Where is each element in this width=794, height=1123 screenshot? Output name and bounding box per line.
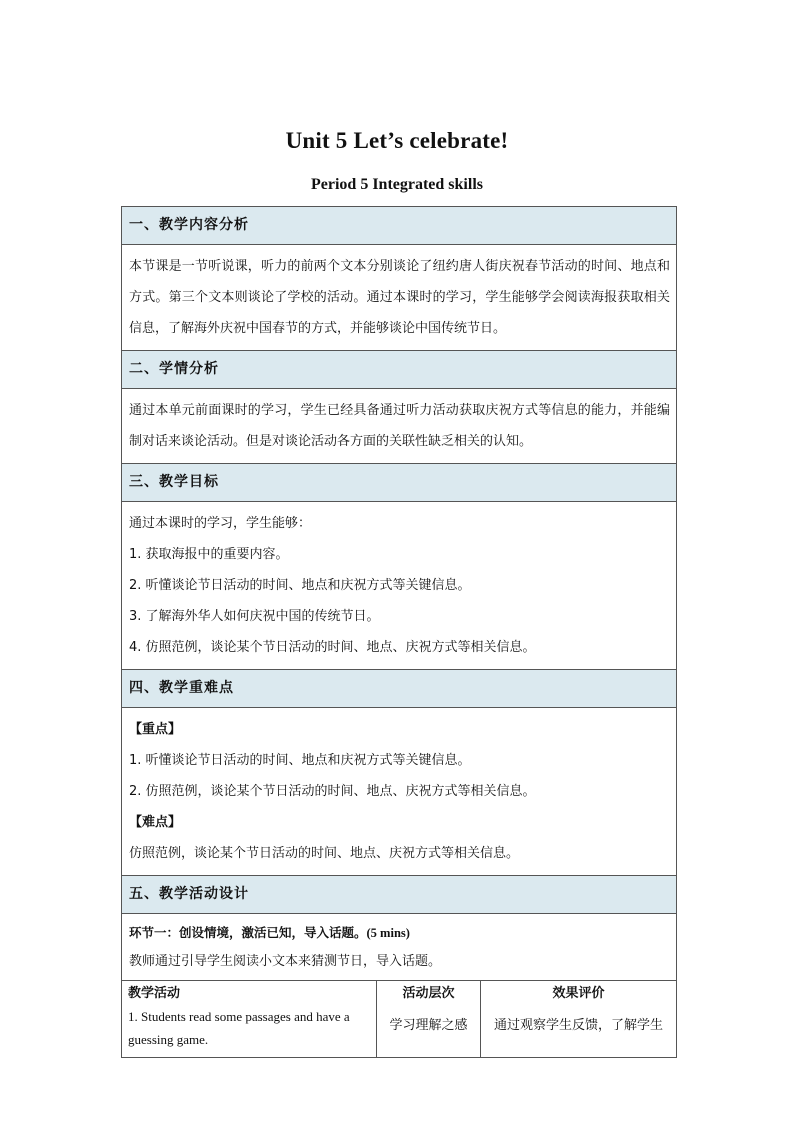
lesson-plan-table: [121, 206, 677, 1058]
section-heading-learner-analysis: 二、学情分析: [122, 351, 676, 389]
section-body-learner-analysis: [122, 389, 676, 464]
document-subtitle: Period 5 Integrated skills: [311, 176, 483, 193]
section-heading-content-analysis: 一、教学内容分析: [122, 207, 676, 245]
objective-item: 1. 获取海报中的重要内容。: [129, 547, 289, 562]
step-heading: [129, 918, 670, 948]
step-title: 环节一：创设情境，激活已知，导入话题。: [129, 925, 367, 940]
section-body-key-points: [122, 708, 676, 876]
key-point-item: 2. 仿照范例，谈论某个节日活动的时间、地点、庆祝方式等相关信息。: [129, 784, 536, 799]
step-description: 教师通过引导学生阅读小文本来猜测节日，导入话题。: [129, 954, 442, 969]
section-heading-activity-design: 五、教学活动设计: [122, 876, 676, 914]
section-heading-objectives: 三、教学目标: [122, 464, 676, 502]
activity-column: [122, 981, 377, 1057]
difficult-point-text: 仿照范例，谈论某个节日活动的时间、地点、庆祝方式等相关信息。: [129, 846, 520, 861]
evaluation-column-header: 效果评价: [552, 986, 605, 1001]
objectives-intro: 通过本课时的学习，学生能够：: [129, 516, 312, 531]
level-column: [377, 981, 481, 1057]
key-point-item: 1. 听懂谈论节日活动的时间、地点和庆祝方式等关键信息。: [129, 753, 471, 768]
evaluation-column: [481, 981, 676, 1057]
difficult-points-label: 【难点】: [129, 815, 182, 830]
document-title: Unit 5 Let’s celebrate!: [285, 128, 509, 153]
section-body-objectives: [122, 502, 676, 670]
activity-cell: 1. Students read some passages and have a guessing game.: [128, 1009, 350, 1047]
step-time: (5 mins): [366, 926, 410, 940]
activity-step: [122, 914, 676, 980]
content-analysis-text: 本节课是一节听说课，听力的前两个文本分别谈论了纽约唐人街庆祝春节活动的时间、地点和方式。第三个文本则谈论了学校的活动。通过本课时的学习，学生能够学会阅读海报获取相关信息，了解海外庆祝中国春节的方式，并能够谈论中国传统节日。: [129, 259, 670, 336]
objective-item: 2. 听懂谈论节日活动的时间、地点和庆祝方式等关键信息。: [129, 578, 471, 593]
learner-analysis-text: 通过本单元前面课时的学习，学生已经具备通过听力活动获取庆祝方式等信息的能力，并能编制对话来谈论活动。但是对谈论活动各方面的关联性缺乏相关的认知。: [129, 403, 670, 449]
objective-item: 3. 了解海外华人如何庆祝中国的传统节日。: [129, 609, 380, 624]
section-heading-key-points: 四、教学重难点: [122, 670, 676, 708]
activity-column-header: 教学活动: [128, 986, 181, 1001]
objective-item: 4. 仿照范例，谈论某个节日活动的时间、地点、庆祝方式等相关信息。: [129, 640, 536, 655]
level-cell: 学习理解之感: [389, 1018, 468, 1033]
activity-table: [122, 980, 676, 1057]
level-column-header: 活动层次: [402, 986, 455, 1001]
evaluation-cell: 通过观察学生反馈，了解学生: [493, 1018, 663, 1033]
key-points-label: 【重点】: [129, 722, 182, 737]
section-body-content-analysis: [122, 245, 676, 351]
